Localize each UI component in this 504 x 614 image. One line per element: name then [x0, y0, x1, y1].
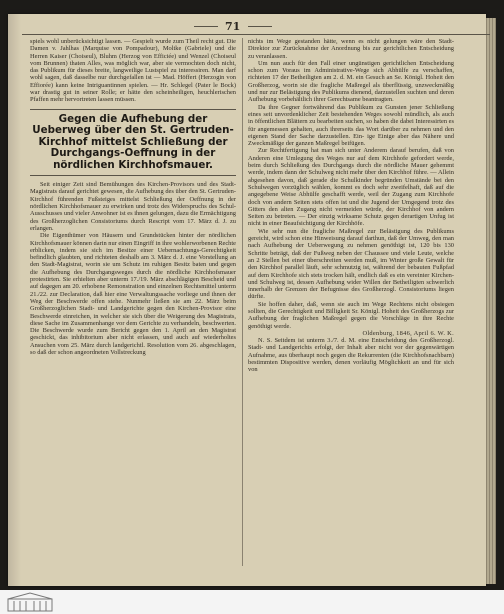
article-paragraph: Seit einiger Zeit sind Bemühungen des Kirchen-Provisors und des Stadt-Magistrats darauf gerichtet gewesen, die Aufhebung des über den St. Gertruden-Kirchhof führenden Fußsteiges mittelst Schließung der Oeffnung in der nördlichen Kirchhofsmauer zu erwirken und trotz des Widerspruchs des Schul-Ausschusses und vieler Anwohner ist es ihnen gelungen, dazu die Ermächtigung des Großherzoglichen Consistoriums durch Rescript vom 17. März d. J. zu erlangen.: [30, 181, 236, 232]
article-paragraph: nichts im Wege gestanden hätte, wenn es nicht gelungen wäre den Stadt-Direktor zur Zurücknahme der Anordnung bis zur gerichtlichen Entscheidung zu veranlassen.: [248, 38, 454, 60]
page-edge-stack: [486, 18, 496, 584]
article-paragraph: Zur Rechtfertigung hat man sich unter Anderem darauf berufen, daß von Anderen eine Umlegung des Weges nur auf dem Kirchhofe gefordert werde, beim durch Schließung des Durchgangs durch die nördliche Mauer gehemmt werde, indem dann der Schulweg nicht mehr über den Kirchhof führe. — Allein abgesehen davon, daß gerade die Schulkinder begründen Umstände bei den Schulwegen vorzüglich wählen, kommt es doch sehr zweifelhaft, daß auf die angegebene Weise Abhülfe geschafft werde, weil der Zugang zum Kirchhofe doch von andern Seiten stets offen ist und die Jugend der Umgegend trotz des Gitters den alten Zugang nicht vermeiden würde, der Kirchhof von andern Seiten zu betreten. — Der einzig wirksame Schutz gegen derartigen Unfug ist nicht in einer Beaufsichtigung der Kirchhöfe.: [248, 147, 454, 228]
left-column: [30, 38, 236, 356]
article-headline: Gegen die Aufhebung der Ueberweg über den St. Gertruden-Kirchhof mittelst Schließung der Durchgangs-Oeffnung in der nördlichen Kirchhofsmauer.: [30, 109, 236, 177]
page-number-dash-left: [194, 26, 218, 27]
header-rule: [22, 34, 490, 35]
dateline: Oldenburg, 1846, April 6. W. K.: [362, 329, 454, 337]
postscript-paragraph: N. S. Seitdem ist unterm 3./7. d. M. eine Entscheidung des Großherzogl. Stadt- und Landgerichts erfolgt, der Inhalt aber nicht vor der gegenwärtigen Aufnahme, aus überhaupt noch gegen die Rekurrenten (die Kirchhofsnachbarn) bestimmten Dispositive werden, denen vorläufig Möglichkeit an und für sich von: [248, 337, 454, 374]
column-divider: [242, 38, 243, 566]
binding-strip: [8, 14, 21, 586]
article-paragraph: Sie hoffen daher, daß, wenn sie auch im Wege Rechtens nicht obsiegen sollten, die Gerechtigkeit und Billigkeit Sr. Königl. Hoheit des Großherzogs zur Aufhebung der fraglichen Maßregel gegen die Vorschläge in ihre Rechte genöthigt werde.: [248, 300, 454, 330]
library-footer-bar: [0, 590, 504, 614]
library-building-icon: [6, 592, 54, 612]
right-column: [248, 38, 454, 374]
article-paragraph: Wie sehr nun die fragliche Maßregel zur Belästigung des Publikums gereicht, wird schon eine Hinweisung darauf darthun, daß der Umweg, den man nach Aufhebung der Ueberwegung zu nehmen genöthigt ist, 120 bis 130 Schritte beträgt, daß der Fußweg neben der Chaussee und viele Leute, welche an 2 Stellen bei einer überschreiten werden muß, im Winter große Gewalt für den Kirchhof parallel läuft, sehr schmutzig ist, während der bebauten Fußpfad auf dem Kirchhofe sich stets trocken hält, endlich daß es ein vereinter Kirchen- und Schulweg ist, dessen Aufhebung wider Willen der Betheiligten schwerlich innerhalb der Grenzen der Befugnisse des Großherzogl. Consistoriums liegen dürfte.: [248, 227, 454, 301]
continued-review-paragraph: spiels wohl unberücksichtigt lassen. — Gespielt wurde zum Theil recht gut. Die Damen v. Jahlhas (Marquise von Pompadour), Moltke (Gabriele) und die Herren Kaiser (Choiseul), Bluhm (Herzog von Efficiée) und Wenzel (Choiseul vom Brunnen) thaten Alles, was möglich war, aber sie vermochten doch nicht, das Publikum für dieses breite, langweilige Lustspiel zu interessiren. Man darf wohl sagen, daß dasselbe nur durchgefallen ist — Mad. Höffert (Herzogin von Effiorée) kann keine Intriguantinnen spielen. — Hr. Schlegel (Pater le Bock) war drastig gut in seiner Rolle; er hätte den scheinheiligen, heuchlerischen Pfaffen mehr hervortreten lassen müssen.: [30, 38, 236, 104]
page-number: 71: [225, 20, 241, 33]
article-paragraph: Die Eigenthümer von Häusern und Grundstücken hinter der nördlichen Kirchhofsmauer können darin nur einen Eingriff in ihre wohlerworbenen Rechte erblicken, indem sie sich im Besitze einer Uebernachtungs-Gerechtigkeit befindlich glaubten, und richteten deshalb am 3. März d. J. eine Vorstellung an den Stadt-Magistrat, worin sie um Schutz im ruhigen Besitz baten und gegen die Aufhebung des Durchgangsweges durch die nördliche Kirchhofsmauer protestirten. Sie erhielten aber unterm 17./19. März abschlägigen Bescheid und auf dagegen am 20. erhobene Remonstration und einzelnen Rechtsmittel unterm 21./22. zur Declaration, daß hier eine Verwaltungssache vorliege und ihnen der Weg der Beschwerde offen stehe. Nunmehr ließen sie am 22. März beim Großherzoglichen Stadt- und Landgerichte gegen den Kirchen-Provisor eine Beschwerde einreichen, in welcher sie sich über die Weigerung des Magistrats, diese Sache im Zusammenhange vor dem Gerichte zu verhandeln, beschwerten. Die Beschwerde wurde zum Bericht gegen den 1. April an den Magistrat geschickt, das inhibitorium aber nicht erlassen, und auch auf wiederholtes Ansuchen vom 25. März durch landgerichtl. Resolution vom 26. abgeschlagen, so daß der schon angeordneten Vollstreckung: [30, 232, 236, 356]
page-number-dash-right: [248, 26, 272, 27]
article-paragraph: Da ihre Gegner fortwährend das Publikum zu Gunsten jener Schließung eines seit unvordenklicher Zeit bestehenden Weges sowohl mündlich, als auch in öffentlichen Blättern zu bearbeiten suchen, so haben die dabei Interessirten es für angemessen gehalten, auch ihrerseits das Wort darüber zu nehmen und den eigenen Stand der Sache darzustellen. Ein- ige Einige aber das Nähere und Zweckmäßige der ganzen Maßregel beifügen.: [248, 103, 454, 148]
article-paragraph: Um nun auch für den Fall einer ungünstigen gerichtlichen Entscheidung schon zum Voraus im Administrative-Wege sich Abhülfe zu verschaffen, richteten 17 der Betheiligten am 2. d. M. ein Gesuch an Se. Königl. Hoheit den Großherzog, worin sie die fragliche Maßregel als überflüssig, unzweckmäßig und nur zur Belästigung des Publikums dienend, darzustellen suchten und deren Aufhebung vorbehältlich ihrer Gerechtsame beantragten.: [248, 59, 454, 104]
